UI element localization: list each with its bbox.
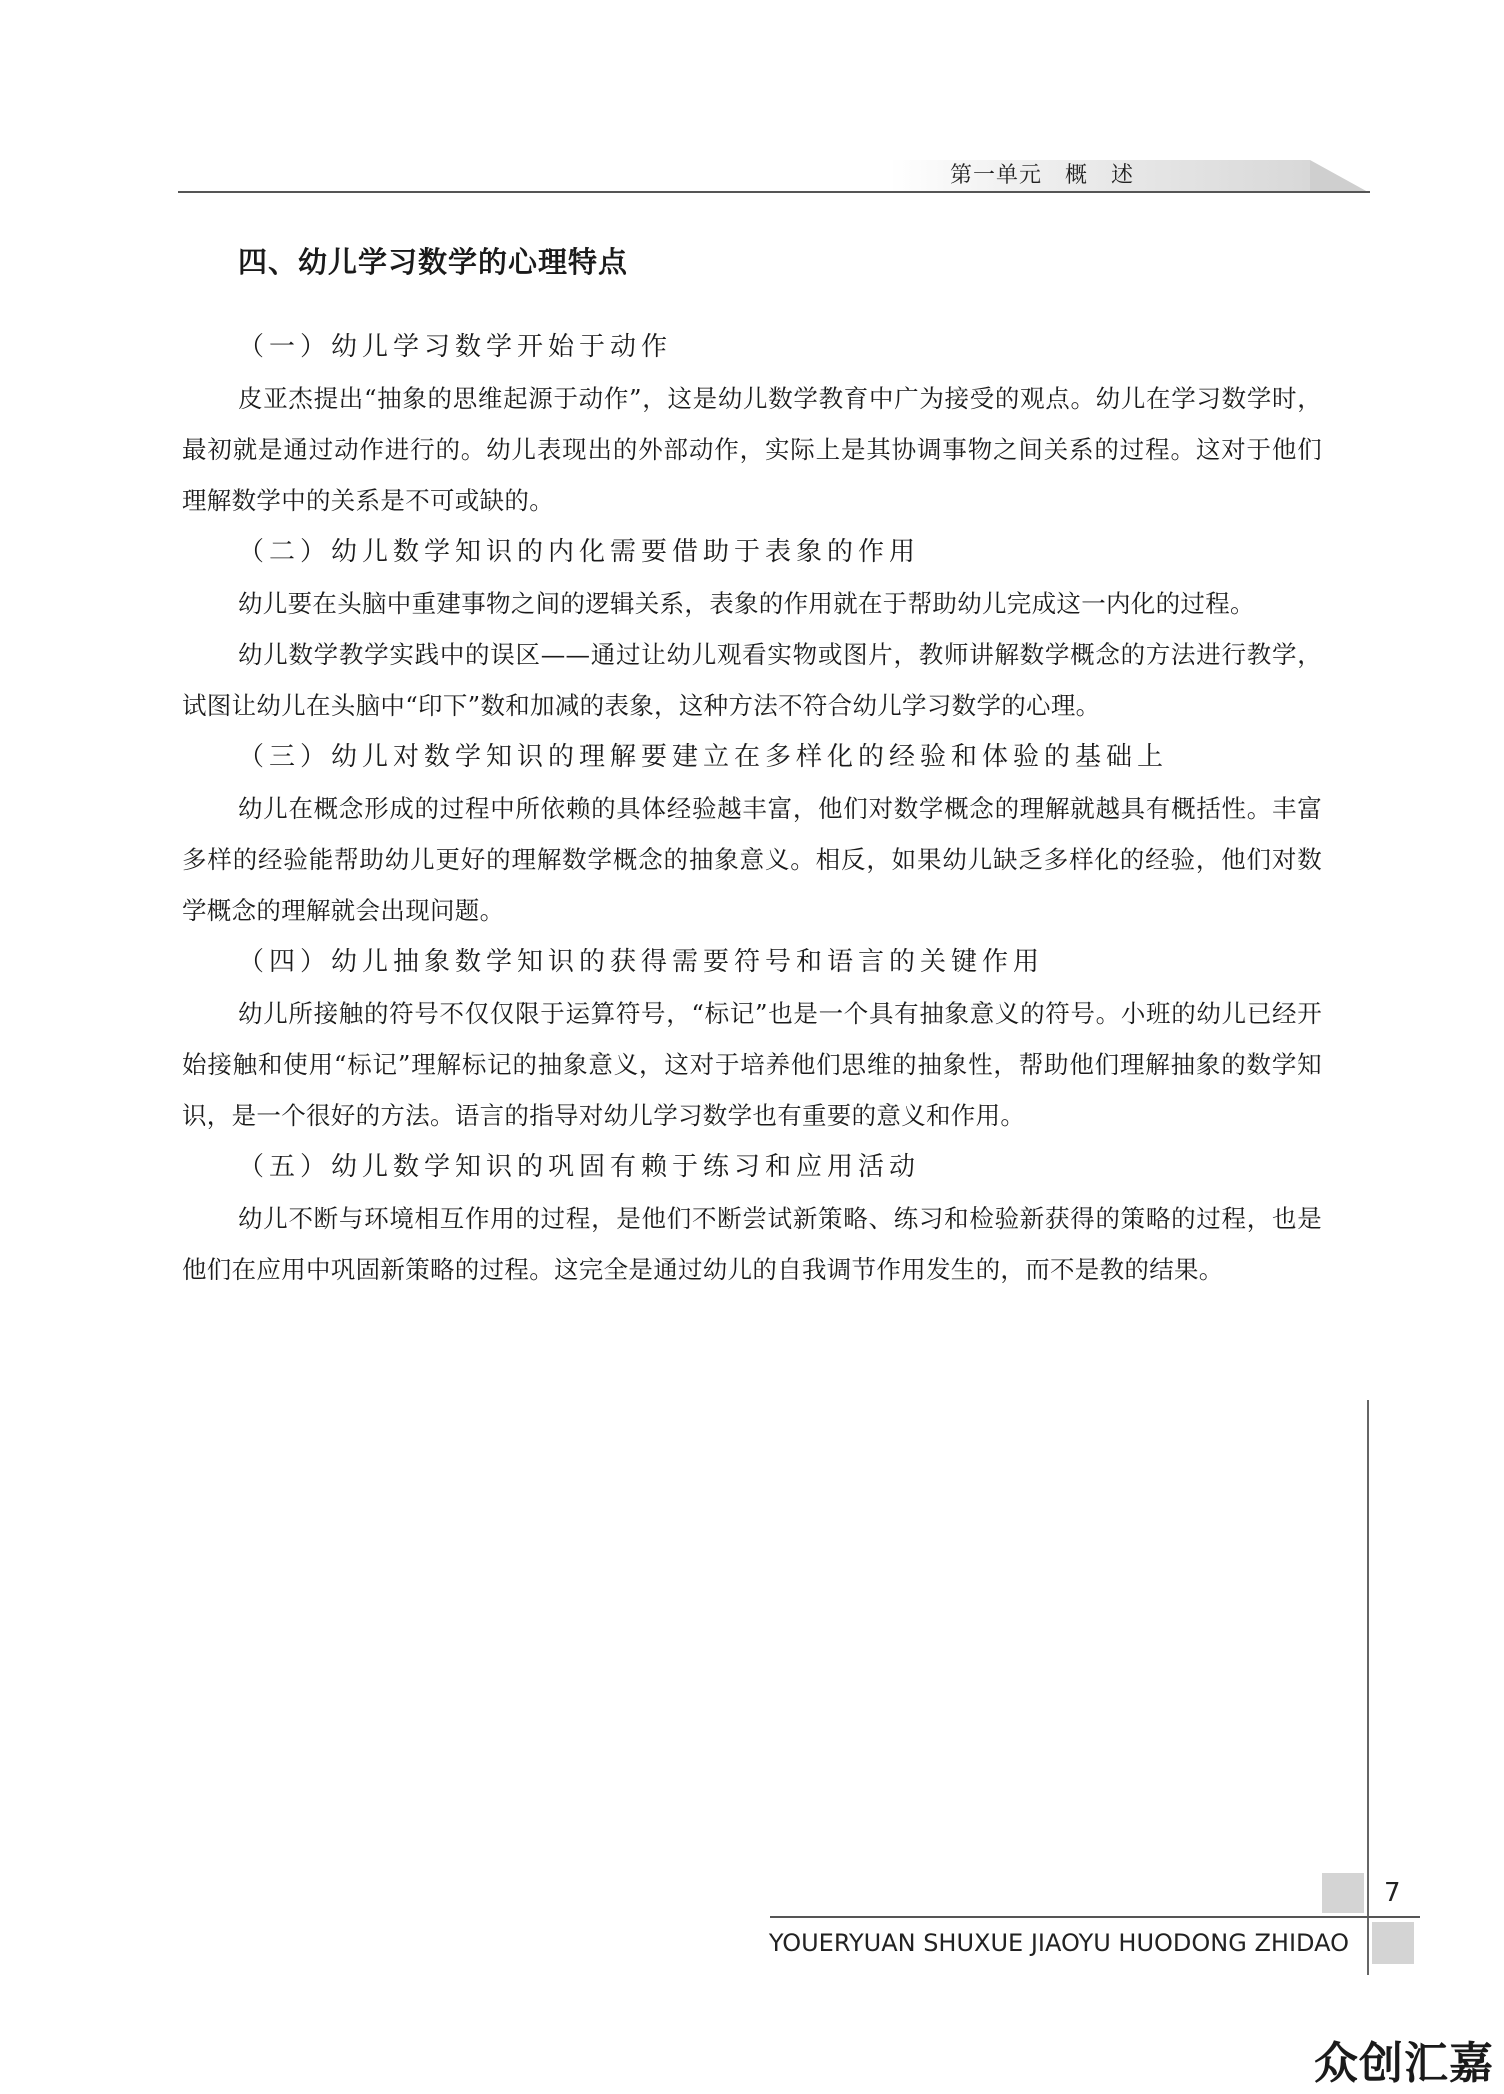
header-tab-fold: [1310, 160, 1368, 192]
section-title: 四、幼儿学习数学的心理特点: [238, 245, 629, 279]
paragraph: 幼儿数学教学实践中的误区——通过让幼儿观看实物或图片，教师讲解数学概念的方法进行教学，试图让幼儿在头脑中“印下”数和加减的表象，这种方法不符合幼儿学习数学的心理。: [182, 640, 1322, 720]
subsection-heading: （五）幼儿数学知识的巩固有赖于练习和应用活动: [238, 1152, 921, 1182]
subsection-heading: （四）幼儿抽象数学知识的获得需要符号和语言的关键作用: [238, 947, 1045, 977]
paragraph: 幼儿不断与环境相互作用的过程，是他们不断尝试新策略、练习和检验新获得的策略的过程，也是他们在应用中巩固新策略的过程。这完全是通过幼儿的自我调节作用发生的，而不是教的结果。: [182, 1204, 1322, 1284]
page-number: 7: [1384, 1878, 1401, 1908]
subsection-heading: （二）幼儿数学知识的内化需要借助于表象的作用: [238, 537, 921, 567]
subsection-heading: （三）幼儿对数学知识的理解要建立在多样化的经验和体验的基础上: [238, 742, 1169, 772]
subsection-heading: （一）幼儿学习数学开始于动作: [238, 332, 673, 362]
page-body: [182, 230, 1322, 1295]
series-title: YOUERYUAN SHUXUE JIAOYU HUODONG ZHIDAO: [768, 1929, 1349, 1957]
page-number-box: [1322, 1873, 1364, 1913]
paragraph: 皮亚杰提出“抽象的思维起源于动作”，这是幼儿数学教育中广为接受的观点。幼儿在学习数学时，最初就是通过动作进行的。幼儿表现出的外部动作，实际上是其协调事物之间关系的过程。这对于他们理解数学中的关系是不可或缺的。: [182, 384, 1322, 515]
margin-rule: [1367, 1400, 1369, 1975]
footer-rule: [770, 1916, 1420, 1918]
watermark-logo: 众创汇嘉: [1314, 2038, 1494, 2089]
paragraph: 幼儿要在头脑中重建事物之间的逻辑关系，表象的作用就在于帮助幼儿完成这一内化的过程。: [238, 589, 1255, 618]
running-header: 第一单元 概 述: [949, 163, 1134, 188]
footer-box: [1372, 1922, 1414, 1964]
header-rule: [178, 191, 1370, 193]
paragraph: 幼儿在概念形成的过程中所依赖的具体经验越丰富，他们对数学概念的理解就越具有概括性。丰富多样的经验能帮助幼儿更好的理解数学概念的抽象意义。相反，如果幼儿缺乏多样化的经验，他们对数学概念的理解就会出现问题。: [182, 794, 1322, 925]
paragraph: 幼儿所接触的符号不仅仅限于运算符号，“标记”也是一个具有抽象意义的符号。小班的幼儿已经开始接触和使用“标记”理解标记的抽象意义，这对于培养他们思维的抽象性，帮助他们理解抽象的数学知识，是一个很好的方法。语言的指导对幼儿学习数学也有重要的意义和作用。: [182, 999, 1322, 1130]
